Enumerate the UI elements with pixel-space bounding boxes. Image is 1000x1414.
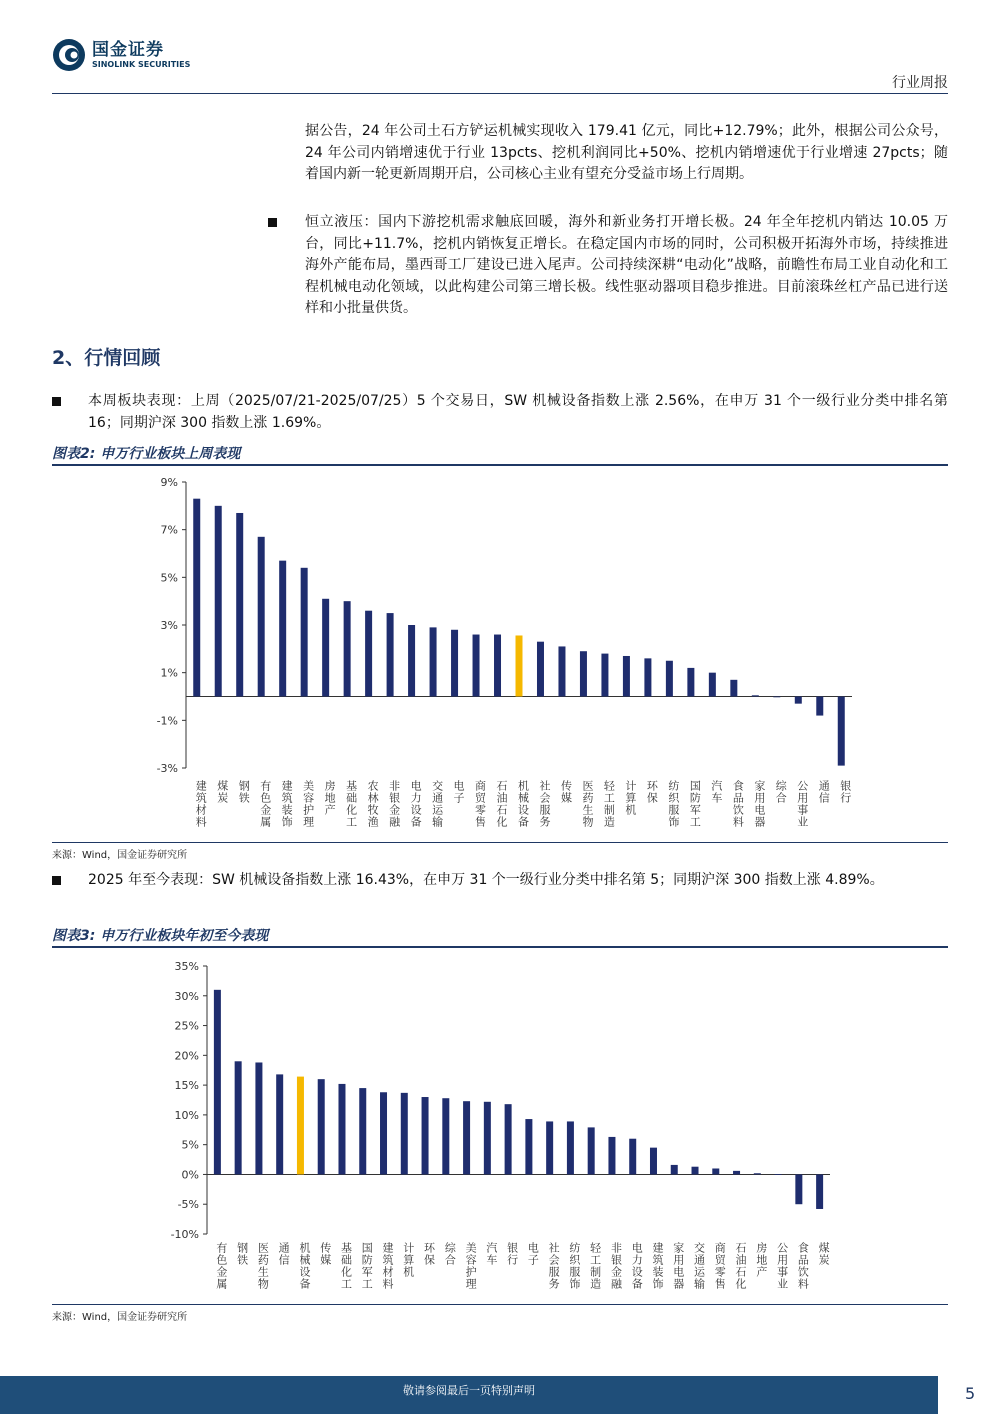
x-tick-label: 轻工制造 xyxy=(588,1242,602,1290)
bar-社会服务 xyxy=(546,1121,553,1174)
bar-农林牧渔 xyxy=(365,611,372,697)
company-logo xyxy=(52,38,190,72)
bar-家用电器 xyxy=(671,1165,678,1175)
x-tick-label: 通信 xyxy=(817,780,831,804)
x-tick-label: 纺织服饰 xyxy=(567,1242,581,1290)
bar-电力设备 xyxy=(629,1139,636,1175)
bar-轻工制造 xyxy=(601,654,608,697)
bar-国防军工 xyxy=(687,668,694,697)
chart-weekly-sector-performance xyxy=(52,470,948,840)
figure-2-top-rule xyxy=(52,464,948,466)
x-tick-label: 电力设备 xyxy=(630,1242,644,1290)
x-tick-label: 石油石化 xyxy=(495,780,509,828)
x-tick-label: 石油石化 xyxy=(734,1242,748,1290)
x-tick-label: 电子 xyxy=(526,1242,540,1266)
y-tick-label: 3% xyxy=(160,619,178,632)
bar-纺织服饰 xyxy=(666,661,673,697)
x-tick-label: 钢铁 xyxy=(237,780,251,804)
x-tick-label: 食品饮料 xyxy=(796,1242,810,1290)
bar-石油石化 xyxy=(494,635,501,697)
bar-房地产 xyxy=(322,599,329,697)
bar-医药生物 xyxy=(255,1062,262,1174)
bar-基础化工 xyxy=(338,1084,345,1175)
bar-非银金融 xyxy=(608,1137,615,1175)
paragraph-hengli: 恒立液压：国内下游挖机需求触底回暖，海外和新业务打开增长极。24 年全年挖机内销达 10.05 万台，同比+11.7%，挖机内销恢复正增长。在稳定国内市场的同时，公司积极开拓海外市场，持续推进海外产能布局，墨西哥工厂建设已进入尾声。公司持续深耕“电动化”战略，前瞻性布局工业自动化和工程机械电动化领域，以此构建公司第三增长极。线性驱动器项目稳步推进。目前滚珠丝杠产品已进行送样和小批量供货。 xyxy=(305,214,948,316)
x-tick-label: 传媒 xyxy=(559,780,573,804)
x-tick-label: 电子 xyxy=(452,780,466,804)
report-type: 行业周报 xyxy=(892,75,948,91)
y-tick-label: 35% xyxy=(174,960,199,973)
x-tick-label: 电力设备 xyxy=(409,780,423,828)
x-tick-label: 商贸零售 xyxy=(713,1242,727,1290)
bar-食品饮料 xyxy=(730,680,737,697)
x-tick-label: 国防军工 xyxy=(688,780,702,828)
page-number: 5 xyxy=(965,1384,976,1403)
bar-传媒 xyxy=(318,1079,325,1174)
bar-钢铁 xyxy=(235,1061,242,1174)
x-tick-label: 医药生物 xyxy=(580,780,594,828)
x-tick-label: 医药生物 xyxy=(256,1242,270,1290)
section-title: 2、行情回顾 xyxy=(52,347,161,369)
bar-基础化工 xyxy=(344,601,351,696)
y-tick-label: 9% xyxy=(160,476,178,489)
bar-传媒 xyxy=(558,646,565,696)
x-tick-label: 计算机 xyxy=(623,780,637,816)
bar-交通运输 xyxy=(430,627,437,696)
paragraph-sany: 据公告，24 年公司土石方铲运机械实现收入 179.41 亿元，同比+12.79%；此外，根据公司公众号，24 年公司内销增速优于行业 13pcts、挖机利润同比+50%、挖机内销增速优于行业增速 27pcts；随着国内新一轮更新周期开启，公司核心主业有望充分受益市场上行周期。 xyxy=(305,123,948,182)
bar-电子 xyxy=(451,630,458,697)
x-tick-label: 煤炭 xyxy=(215,780,229,804)
bar-商贸零售 xyxy=(712,1168,719,1174)
x-tick-label: 机械设备 xyxy=(297,1242,311,1290)
y-tick-label: 20% xyxy=(174,1049,199,1063)
bar-综合 xyxy=(442,1098,449,1174)
y-tick-label: 7% xyxy=(160,523,178,537)
bar-钢铁 xyxy=(236,513,243,697)
bar-公用事业 xyxy=(775,1174,782,1175)
bar-国防军工 xyxy=(359,1088,366,1174)
x-tick-label: 家用电器 xyxy=(671,1242,685,1290)
bar-电子 xyxy=(525,1119,532,1174)
page-header xyxy=(0,0,1000,95)
bar-煤炭 xyxy=(215,506,222,697)
bar-食品饮料 xyxy=(795,1174,802,1204)
bar-建筑装饰 xyxy=(279,561,286,697)
bar-环保 xyxy=(422,1097,429,1174)
bar-汽车 xyxy=(484,1102,491,1175)
bar-轻工制造 xyxy=(588,1127,595,1174)
x-tick-label: 纺织服饰 xyxy=(666,780,680,828)
x-tick-label: 非银金融 xyxy=(387,780,401,828)
x-tick-label: 综合 xyxy=(774,780,788,804)
bar-社会服务 xyxy=(537,642,544,697)
x-tick-label: 银行 xyxy=(838,780,852,804)
chart-ytd-sector-performance xyxy=(52,952,948,1302)
bar-环保 xyxy=(644,658,651,696)
bar-医药生物 xyxy=(580,651,587,696)
x-tick-label: 基础化工 xyxy=(339,1242,353,1290)
bar-美容护理 xyxy=(463,1101,470,1174)
x-tick-label: 建筑材料 xyxy=(194,780,208,828)
x-tick-label: 农林牧渔 xyxy=(366,780,380,828)
bar-机械设备 xyxy=(516,635,523,696)
header-divider xyxy=(52,93,948,94)
paragraph-ytd-performance: 2025 年至今表现：SW 机械设备指数上涨 16.43%，在申万 31 个一级行业分类中排名第 5；同期沪深 300 指数上涨 4.89%。 xyxy=(88,872,884,888)
x-tick-label: 环保 xyxy=(422,1242,436,1266)
x-tick-label: 美容护理 xyxy=(464,1242,478,1290)
x-tick-label: 公用事业 xyxy=(795,780,809,828)
x-tick-label: 计算机 xyxy=(401,1242,415,1278)
figure-2-title: 图表2: 申万行业板块上周表现 xyxy=(52,446,241,462)
x-tick-label: 综合 xyxy=(443,1242,457,1266)
x-tick-label: 社会服务 xyxy=(537,780,551,828)
x-tick-label: 美容护理 xyxy=(301,780,315,828)
bar-煤炭 xyxy=(816,1174,823,1209)
bar-美容护理 xyxy=(301,568,308,697)
x-tick-label: 建筑装饰 xyxy=(650,1242,664,1290)
bar-家用电器 xyxy=(752,695,759,696)
bar-计算机 xyxy=(401,1093,408,1175)
page-footer xyxy=(0,1376,938,1414)
x-tick-label: 食品饮料 xyxy=(731,780,745,828)
bullet-square-icon xyxy=(268,218,277,227)
x-tick-label: 房地产 xyxy=(754,1242,768,1278)
figure-3-top-rule xyxy=(52,946,948,948)
logo-english-name: SINOLINK SECURITIES xyxy=(92,60,191,69)
bar-银行 xyxy=(505,1104,512,1174)
y-tick-label: -3% xyxy=(156,762,178,775)
y-tick-label: 5% xyxy=(160,571,178,585)
x-tick-label: 轻工制造 xyxy=(602,780,616,828)
y-tick-label: 25% xyxy=(174,1019,199,1033)
y-tick-label: -10% xyxy=(170,1228,199,1241)
y-tick-label: 15% xyxy=(174,1079,199,1093)
x-tick-label: 煤炭 xyxy=(817,1242,831,1266)
bar-非银金融 xyxy=(387,613,394,696)
figure-2-bottom-rule xyxy=(52,842,948,843)
x-tick-label: 交通运输 xyxy=(692,1242,706,1290)
x-tick-label: 通信 xyxy=(277,1242,291,1266)
bar-房地产 xyxy=(754,1173,761,1174)
bar-商贸零售 xyxy=(473,635,480,697)
y-tick-label: -1% xyxy=(156,714,178,728)
figure-3-bottom-rule xyxy=(52,1304,948,1305)
disclaimer-notice: 敬请参阅最后一页特别声明 xyxy=(403,1384,535,1397)
bar-综合 xyxy=(773,697,780,698)
bar-建筑材料 xyxy=(193,499,200,697)
x-tick-label: 汽车 xyxy=(484,1242,498,1266)
x-tick-label: 公用事业 xyxy=(775,1242,789,1290)
bar-汽车 xyxy=(709,673,716,697)
bullet-square-icon xyxy=(52,397,61,406)
figure-2-source: 来源：Wind，国金证券研究所 xyxy=(52,850,188,861)
x-tick-label: 汽车 xyxy=(709,780,723,804)
bar-通信 xyxy=(816,697,823,716)
bar-有色金属 xyxy=(214,990,221,1175)
x-tick-label: 国防军工 xyxy=(360,1242,374,1290)
x-tick-label: 有色金属 xyxy=(258,780,272,828)
x-tick-label: 建筑装饰 xyxy=(280,780,294,828)
x-tick-label: 非银金融 xyxy=(609,1242,623,1290)
y-tick-label: 30% xyxy=(174,989,199,1003)
bar-建筑装饰 xyxy=(650,1148,657,1175)
y-tick-label: 5% xyxy=(181,1138,199,1152)
x-tick-label: 家用电器 xyxy=(752,780,766,828)
y-tick-label: -5% xyxy=(177,1198,199,1212)
x-tick-label: 环保 xyxy=(645,780,659,804)
x-tick-label: 房地产 xyxy=(323,780,337,816)
x-tick-label: 机械设备 xyxy=(516,780,530,828)
figure-3-source: 来源：Wind，国金证券研究所 xyxy=(52,1312,188,1323)
bar-银行 xyxy=(838,697,845,766)
x-tick-label: 基础化工 xyxy=(344,780,358,828)
x-tick-label: 社会服务 xyxy=(547,1242,561,1290)
x-tick-label: 商贸零售 xyxy=(473,780,487,828)
x-tick-label: 建筑材料 xyxy=(381,1242,395,1290)
x-tick-label: 有色金属 xyxy=(214,1242,228,1290)
x-tick-label: 交通运输 xyxy=(430,780,444,828)
y-tick-label: 1% xyxy=(160,666,178,680)
bar-纺织服饰 xyxy=(567,1121,574,1174)
bar-石油石化 xyxy=(733,1171,740,1175)
bar-计算机 xyxy=(623,656,630,697)
bar-公用事业 xyxy=(795,697,802,704)
x-tick-label: 钢铁 xyxy=(235,1242,249,1266)
x-tick-label: 传媒 xyxy=(318,1242,332,1266)
y-tick-label: 10% xyxy=(174,1108,199,1122)
paragraph-weekly-performance: 本周板块表现：上周（2025/07/21-2025/07/25）5 个交易日，SW 机械设备指数上涨 2.56%，在申万 31 个一级行业分类中排名第 16；同期沪深 300 指数上涨 1.69%。 xyxy=(88,393,948,431)
bar-建筑材料 xyxy=(380,1092,387,1174)
sinolink-logo-icon xyxy=(52,38,86,72)
figure-3-title: 图表3: 申万行业板块年初至今表现 xyxy=(52,928,269,944)
bar-交通运输 xyxy=(692,1167,699,1175)
y-tick-label: 0% xyxy=(181,1168,199,1182)
bar-有色金属 xyxy=(258,537,265,697)
logo-chinese-name: 国金证券 xyxy=(92,40,164,60)
bar-通信 xyxy=(276,1074,283,1174)
bar-机械设备 xyxy=(297,1077,304,1175)
bar-电力设备 xyxy=(408,625,415,697)
bullet-square-icon xyxy=(52,876,61,885)
x-tick-label: 银行 xyxy=(505,1242,519,1266)
